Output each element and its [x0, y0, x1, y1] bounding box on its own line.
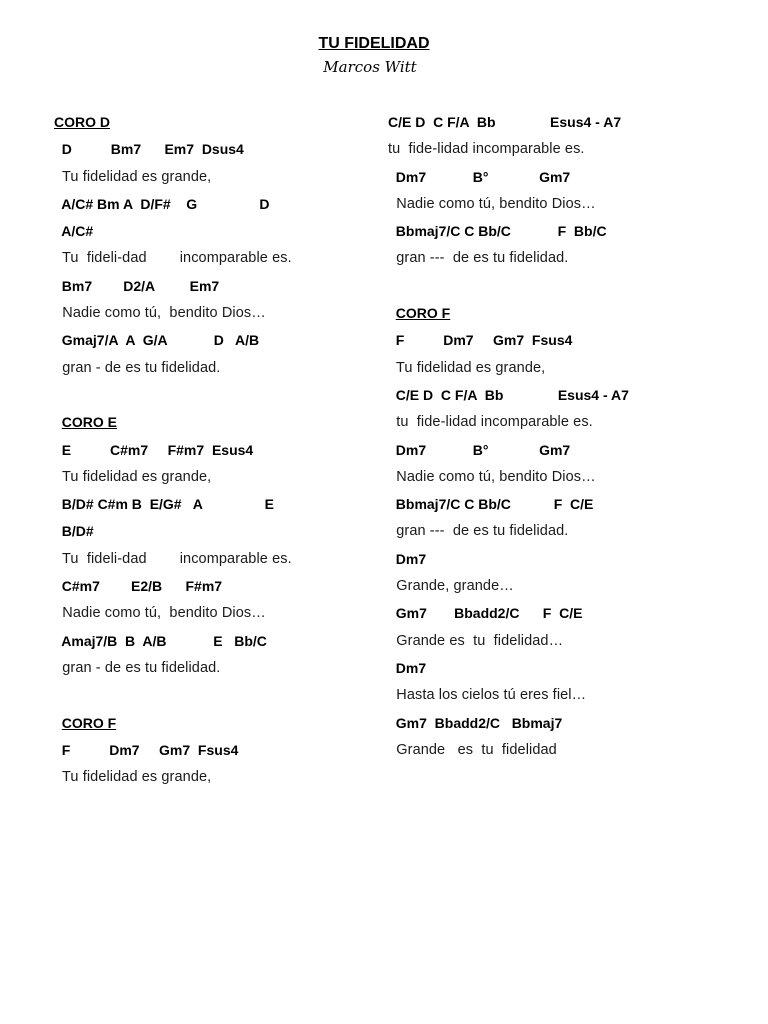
lyric-line: gran --- de es tu fidelidad.: [388, 250, 569, 267]
chord-line: Gmaj7/A A G/A D A/B: [54, 332, 260, 349]
lyric-line: Tu fidelidad es grande,: [388, 359, 546, 376]
chord-line: Dm7: [388, 550, 427, 567]
chord-line: Dm7: [388, 659, 427, 676]
blank-line: [54, 382, 384, 409]
lyric-line: tu fide-lidad incomparable es.: [388, 414, 593, 431]
chord-line: Dm7 B° Gm7: [388, 441, 571, 458]
lyric-line: Grande, grande…: [388, 578, 514, 595]
lyric-line: Nadie como tú, bendito Dios…: [54, 305, 266, 322]
chord-line: D Bm7 Em7 Dsus4: [54, 141, 244, 158]
chord-line: B/D# C#m B E/G# A E: [54, 496, 274, 513]
chord-line: Gm7 Bbadd2/C Bbmaj7: [388, 714, 563, 731]
section-heading: CORO D: [54, 114, 110, 130]
lyric-line: Hasta los cielos tú eres fiel…: [388, 687, 587, 704]
song-author: Marcos Witt: [323, 58, 417, 76]
chord-line: Bbmaj7/C C Bb/C F Bb/C: [388, 223, 607, 240]
chord-line: A/C# Bm A D/F# G D: [54, 195, 270, 212]
chord-line: C/E D C F/A Bb Esus4 - A7: [388, 386, 629, 403]
chord-line: A/C#: [54, 223, 94, 240]
left-column: [54, 109, 384, 791]
lyric-line: Tu fidelidad es grande,: [54, 468, 212, 485]
lyric-line: gran - de es tu fidelidad.: [54, 659, 221, 676]
right-column: [388, 109, 718, 764]
chord-line: Bm7 D2/A Em7: [54, 277, 220, 294]
lyric-line: Grande es tu fidelidad…: [388, 632, 564, 649]
chord-line: Bbmaj7/C C Bb/C F C/E: [388, 496, 594, 513]
lyric-line: Tu fideli-dad incomparable es.: [54, 550, 292, 567]
lyric-line: Tu fidelidad es grande,: [54, 168, 212, 185]
chord-line: C#m7 E2/B F#m7: [54, 578, 223, 595]
chord-line: Amaj7/B B A/B E Bb/C: [54, 632, 267, 649]
lyric-line: gran - de es tu fidelidad.: [54, 359, 221, 376]
section-heading: CORO F: [395, 305, 451, 322]
lyric-line: Nadie como tú, bendito Dios…: [388, 468, 596, 485]
section-heading: CORO F: [61, 714, 117, 731]
blank-line: [388, 273, 718, 300]
chord-line: E C#m7 F#m7 Esus4: [54, 441, 254, 458]
section-heading: CORO E: [61, 414, 118, 431]
lyric-line: Nadie como tú, bendito Dios…: [54, 605, 266, 622]
chord-line: Gm7 Bbadd2/C F C/E: [388, 605, 583, 622]
lyric-line: Tu fideli-dad incomparable es.: [54, 250, 292, 267]
chord-line: B/D#: [54, 523, 94, 540]
lyric-line: Nadie como tú, bendito Dios…: [388, 195, 596, 212]
blank-line: [54, 682, 384, 709]
song-title: TU FIDELIDAD: [318, 35, 430, 52]
chord-line: Dm7 B° Gm7: [388, 168, 571, 185]
chord-line: F Dm7 Gm7 Fsus4: [54, 741, 239, 758]
chord-line: F Dm7 Gm7 Fsus4: [388, 332, 573, 349]
lyric-line: tu fide-lidad incomparable es.: [388, 141, 585, 158]
lyric-line: Grande es tu fidelidad: [388, 741, 557, 758]
lyric-line: Tu fidelidad es grande,: [54, 769, 212, 786]
lyric-line: gran --- de es tu fidelidad.: [388, 523, 569, 540]
chord-line: C/E D C F/A Bb Esus4 - A7: [388, 114, 622, 130]
